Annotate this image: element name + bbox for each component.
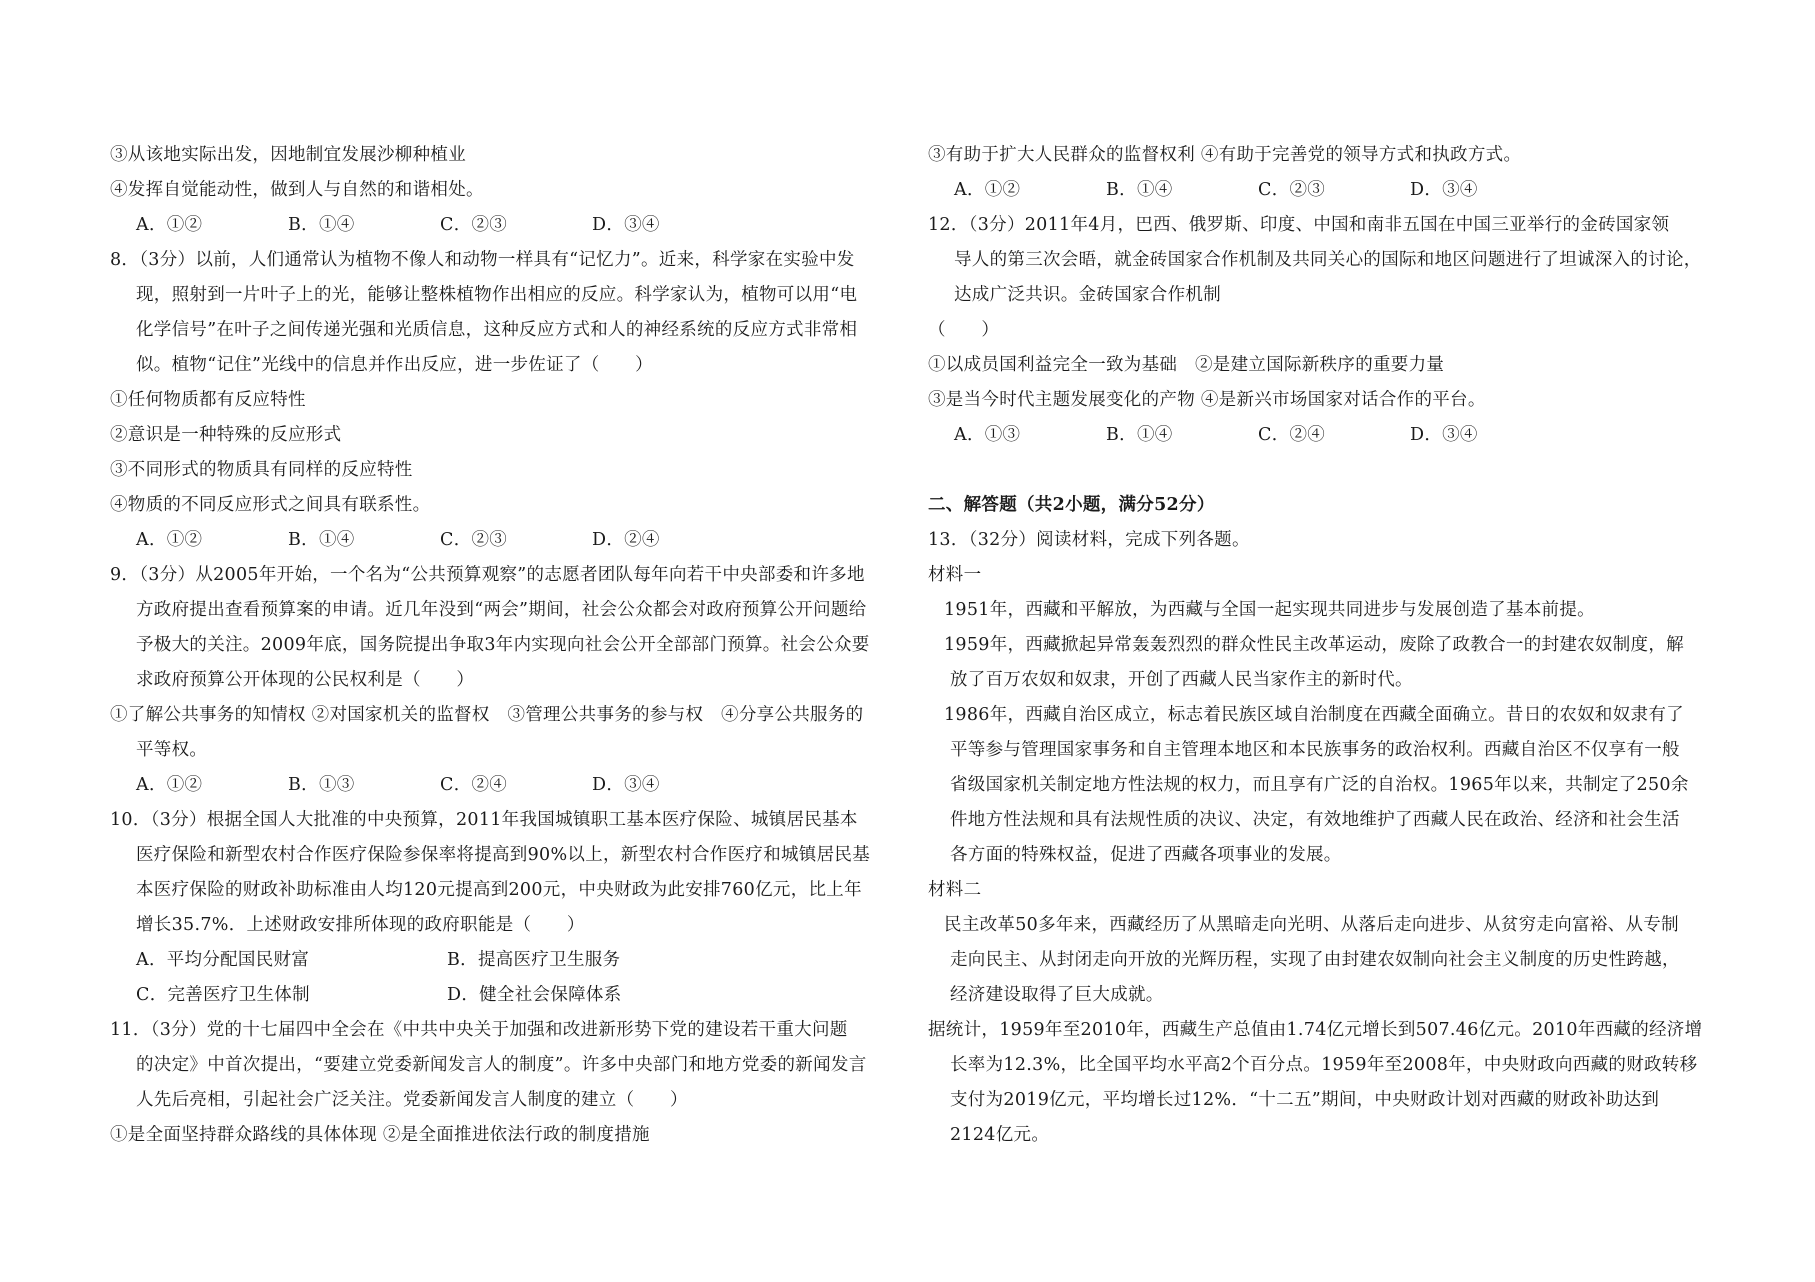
q9-option-c: C．②④	[440, 775, 508, 795]
stats-line: 长率为12.3%，比全国平均水平高2个百分点。1959年至2008年，中央财政向西藏的财政转移	[950, 1055, 1698, 1075]
q8-options	[110, 523, 910, 558]
q11-option-a: A．①②	[954, 180, 1021, 200]
q10-option-b: B．提高医疗卫生服务	[447, 950, 621, 970]
material-1-line: 件地方性法规和具有法规性质的决议、决定，有效地维护了西藏人民在政治、经济和社会生活	[950, 810, 1680, 830]
q7-option-d: D．③④	[592, 215, 660, 235]
q10-stem-line: 增长35.7%．上述财政安排所体现的政府职能是（ ）	[136, 915, 585, 935]
q7-option-b: B．①④	[288, 215, 355, 235]
q8-stem-line: 8．（3分）以前，人们通常认为植物不像人和动物一样具有“记忆力”。近来，科学家在实验中发	[110, 250, 855, 270]
spacer	[928, 453, 1728, 488]
q9-items-cont: 平等权。	[136, 740, 208, 760]
material-1-line: 各方面的特殊权益，促进了西藏各项事业的发展。	[950, 845, 1342, 865]
stats-line: 支付为2019亿元，平均增长过12%．“十二五”期间，中央财政计划对西藏的财政补助达到	[950, 1090, 1660, 1110]
q8-stem-line: 似。植物“记住”光线中的信息并作出反应，进一步佐证了（ ）	[136, 355, 653, 375]
q11-items: ①是全面坚持群众路线的具体体现 ②是全面推进依法行政的制度措施	[110, 1125, 650, 1145]
q9-stem-line: 予极大的关注。2009年底，国务院提出争取3年内实现向社会公开全部部门预算。社会公众要	[136, 635, 870, 655]
q8-item-2: ②意识是一种特殊的反应形式	[110, 425, 342, 445]
q11-option-b: B．①④	[1106, 180, 1173, 200]
q12-options	[928, 418, 1728, 453]
q12-items: ③是当今时代主题发展变化的产物 ④是新兴市场国家对话合作的平台。	[928, 390, 1486, 410]
section-heading: 二、解答题（共2小题，满分52分）	[928, 495, 1215, 515]
q12-option-b: B．①④	[1106, 425, 1173, 445]
q11-items-cont: ③有助于扩大人民群众的监督权利 ④有助于完善党的领导方式和执政方式。	[928, 145, 1522, 165]
q9-option-a: A．①②	[136, 775, 203, 795]
material-1-line: 放了百万农奴和奴隶，开创了西藏人民当家作主的新时代。	[950, 670, 1413, 690]
q7-option-a: A．①②	[136, 215, 203, 235]
q8-option-c: C．②③	[440, 530, 508, 550]
q8-item-1: ①任何物质都有反应特性	[110, 390, 306, 410]
material-1-line: 1986年，西藏自治区成立，标志着民族区域自治制度在西藏全面确立。昔日的农奴和奴隶有了	[944, 705, 1684, 725]
q10-stem-line: 本医疗保险的财政补助标准由人均120元提高到200元，中央财政为此安排760亿元，比上年	[136, 880, 862, 900]
q11-option-c: C．②③	[1258, 180, 1326, 200]
q12-stem-line: 导人的第三次会晤，就金砖国家合作机制及共同关心的国际和地区问题进行了坦诚深入的讨论，	[954, 250, 1702, 270]
q8-stem-line: 现，照射到一片叶子上的光，能够让整株植物作出相应的反应。科学家认为，植物可以用“电	[136, 285, 858, 305]
q10-options-row1	[110, 943, 910, 978]
q12-items: ①以成员国利益完全一致为基础 ②是建立国际新秩序的重要力量	[928, 355, 1445, 375]
stats-line: 2124亿元。	[950, 1125, 1050, 1145]
q11-stem-line: 的决定》中首次提出，“要建立党委新闻发言人的制度”。许多中央部门和地方党委的新闻发言	[136, 1055, 867, 1075]
left-column	[110, 138, 910, 1153]
material-2-line: 民主改革50多年来，西藏经历了从黑暗走向光明、从落后走向进步、从贫穷走向富裕、从专制	[944, 915, 1679, 935]
q11-stem-line: 人先后亮相，引起社会广泛关注。党委新闻发言人制度的建立（ ）	[136, 1090, 688, 1110]
stats-line: 据统计，1959年至2010年，西藏生产总值由1.74亿元增长到507.46亿元。2010年西藏的经济增	[928, 1020, 1703, 1040]
q12-option-a: A．①③	[954, 425, 1021, 445]
q12-answer-blank: （ ）	[928, 320, 1000, 340]
right-column	[928, 138, 1728, 1153]
q13-intro: 13．（32分）阅读材料，完成下列各题。	[928, 530, 1250, 550]
q8-item-4: ④物质的不同反应形式之间具有联系性。	[110, 495, 431, 515]
material-2-line: 经济建设取得了巨大成就。	[950, 985, 1164, 1005]
q12-stem-line: 达成广泛共识。金砖国家合作机制	[954, 285, 1221, 305]
q7-option-c: C．②③	[440, 215, 508, 235]
q9-stem-line: 求政府预算公开体现的公民权利是（ ）	[136, 670, 475, 690]
material-1-label: 材料一	[928, 565, 982, 585]
q9-option-d: D．③④	[592, 775, 660, 795]
q9-stem-line: 方政府提出查看预算案的申请。近几年没到“两会”期间，社会公众都会对政府预算公开问题给	[136, 600, 867, 620]
q9-items: ①了解公共事务的知情权 ②对国家机关的监督权 ③管理公共事务的参与权 ④分享公共服务的	[110, 705, 864, 725]
q8-option-b: B．①④	[288, 530, 355, 550]
material-1-line: 平等参与管理国家事务和自主管理本地区和本民族事务的政治权利。西藏自治区不仅享有一般	[950, 740, 1680, 760]
q7-item-3: ③从该地实际出发，因地制宜发展沙柳种植业	[110, 145, 466, 165]
q10-options-row2	[110, 978, 910, 1013]
q10-option-c: C．完善医疗卫生体制	[136, 985, 310, 1005]
q8-option-a: A．①②	[136, 530, 203, 550]
q7-item-4: ④发挥自觉能动性，做到人与自然的和谐相处。	[110, 180, 484, 200]
material-1-line: 1959年，西藏掀起异常轰轰烈烈的群众性民主改革运动，废除了政教合一的封建农奴制度，解	[944, 635, 1684, 655]
material-2-label: 材料二	[928, 880, 982, 900]
q8-item-3: ③不同形式的物质具有同样的反应特性	[110, 460, 413, 480]
q9-stem-line: 9．（3分）从2005年开始，一个名为“公共预算观察”的志愿者团队每年向若干中央部委和许多地	[110, 565, 865, 585]
q10-stem-line: 医疗保险和新型农村合作医疗保险参保率将提高到90%以上，新型农村合作医疗和城镇居民基	[136, 845, 870, 865]
q12-option-c: C．②④	[1258, 425, 1326, 445]
q11-options	[928, 173, 1728, 208]
material-1-line: 省级国家机关制定地方性法规的权力，而且享有广泛的自治权。1965年以来，共制定了250余	[950, 775, 1689, 795]
q9-option-b: B．①③	[288, 775, 355, 795]
material-1-line: 1951年，西藏和平解放，为西藏与全国一起实现共同进步与发展创造了基本前提。	[944, 600, 1595, 620]
q7-options	[110, 208, 910, 243]
q10-stem-line: 10．（3分）根据全国人大批准的中央预算，2011年我国城镇职工基本医疗保险、城镇居民基本	[110, 810, 858, 830]
q12-option-d: D．③④	[1410, 425, 1478, 445]
q8-option-d: D．②④	[592, 530, 660, 550]
q10-option-a: A．平均分配国民财富	[136, 950, 310, 970]
q11-option-d: D．③④	[1410, 180, 1478, 200]
material-2-line: 走向民主、从封闭走向开放的光辉历程，实现了由封建农奴制向社会主义制度的历史性跨越，	[950, 950, 1680, 970]
q12-stem-line: 12．（3分）2011年4月，巴西、俄罗斯、印度、中国和南非五国在中国三亚举行的金砖国家领	[928, 215, 1670, 235]
q10-option-d: D．健全社会保障体系	[447, 985, 622, 1005]
q11-stem-line: 11．（3分）党的十七届四中全会在《中共中央关于加强和改进新形势下党的建设若干重大问题	[110, 1020, 848, 1040]
q8-stem-line: 化学信号”在叶子之间传递光强和光质信息，这种反应方式和人的神经系统的反应方式非常相	[136, 320, 858, 340]
q9-options	[110, 768, 910, 803]
